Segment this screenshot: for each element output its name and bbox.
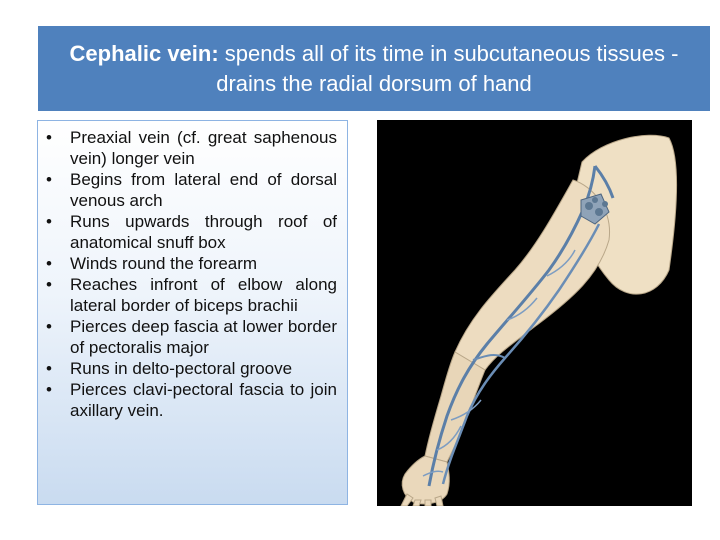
arm-veins-drawing <box>377 120 692 506</box>
bullet-text: Runs upwards through roof of anatomical snuff box <box>70 212 337 252</box>
bullet-item <box>44 253 337 274</box>
bullet-dot: • <box>46 275 52 294</box>
bullet-item <box>44 316 337 358</box>
bullet-dot: • <box>46 212 52 231</box>
slide-title <box>50 39 698 99</box>
bullet-text: Winds round the forearm <box>70 254 258 273</box>
bullet-text: Pierces clavi-pectoral fascia to join axillary vein. <box>70 380 337 420</box>
bullet-dot: • <box>46 317 52 336</box>
bullet-text: Reaches infront of elbow along lateral border of biceps brachii <box>70 275 337 315</box>
bullet-item <box>44 211 337 253</box>
arm-veins-illustration <box>377 120 692 506</box>
bullet-dot: • <box>46 254 52 273</box>
bullet-dot: • <box>46 380 52 399</box>
title-bold-term: Cephalic vein: <box>69 40 219 66</box>
bullet-item <box>44 169 337 211</box>
bullet-text: Begins from lateral end of dorsal venous arch <box>70 170 337 210</box>
bullet-dot: • <box>46 128 52 147</box>
bullet-dot: • <box>46 170 52 189</box>
title-description: spends all of its time in subcutaneous tissues - drains the radial dorsum of hand <box>216 40 679 96</box>
bullet-item <box>44 358 337 379</box>
bullet-panel <box>37 120 348 505</box>
bullet-text: Runs in delto-pectoral groove <box>70 359 293 378</box>
bullet-item <box>44 379 337 421</box>
bullet-text: Preaxial vein (cf. great saphenous vein) longer vein <box>70 128 337 168</box>
bullet-item <box>44 127 337 169</box>
bullet-text: Pierces deep fascia at lower border of pectoralis major <box>70 317 337 357</box>
bullet-dot: • <box>46 359 52 378</box>
bullet-item <box>44 274 337 316</box>
slide-title-box <box>38 26 710 111</box>
bullet-list <box>44 127 337 421</box>
